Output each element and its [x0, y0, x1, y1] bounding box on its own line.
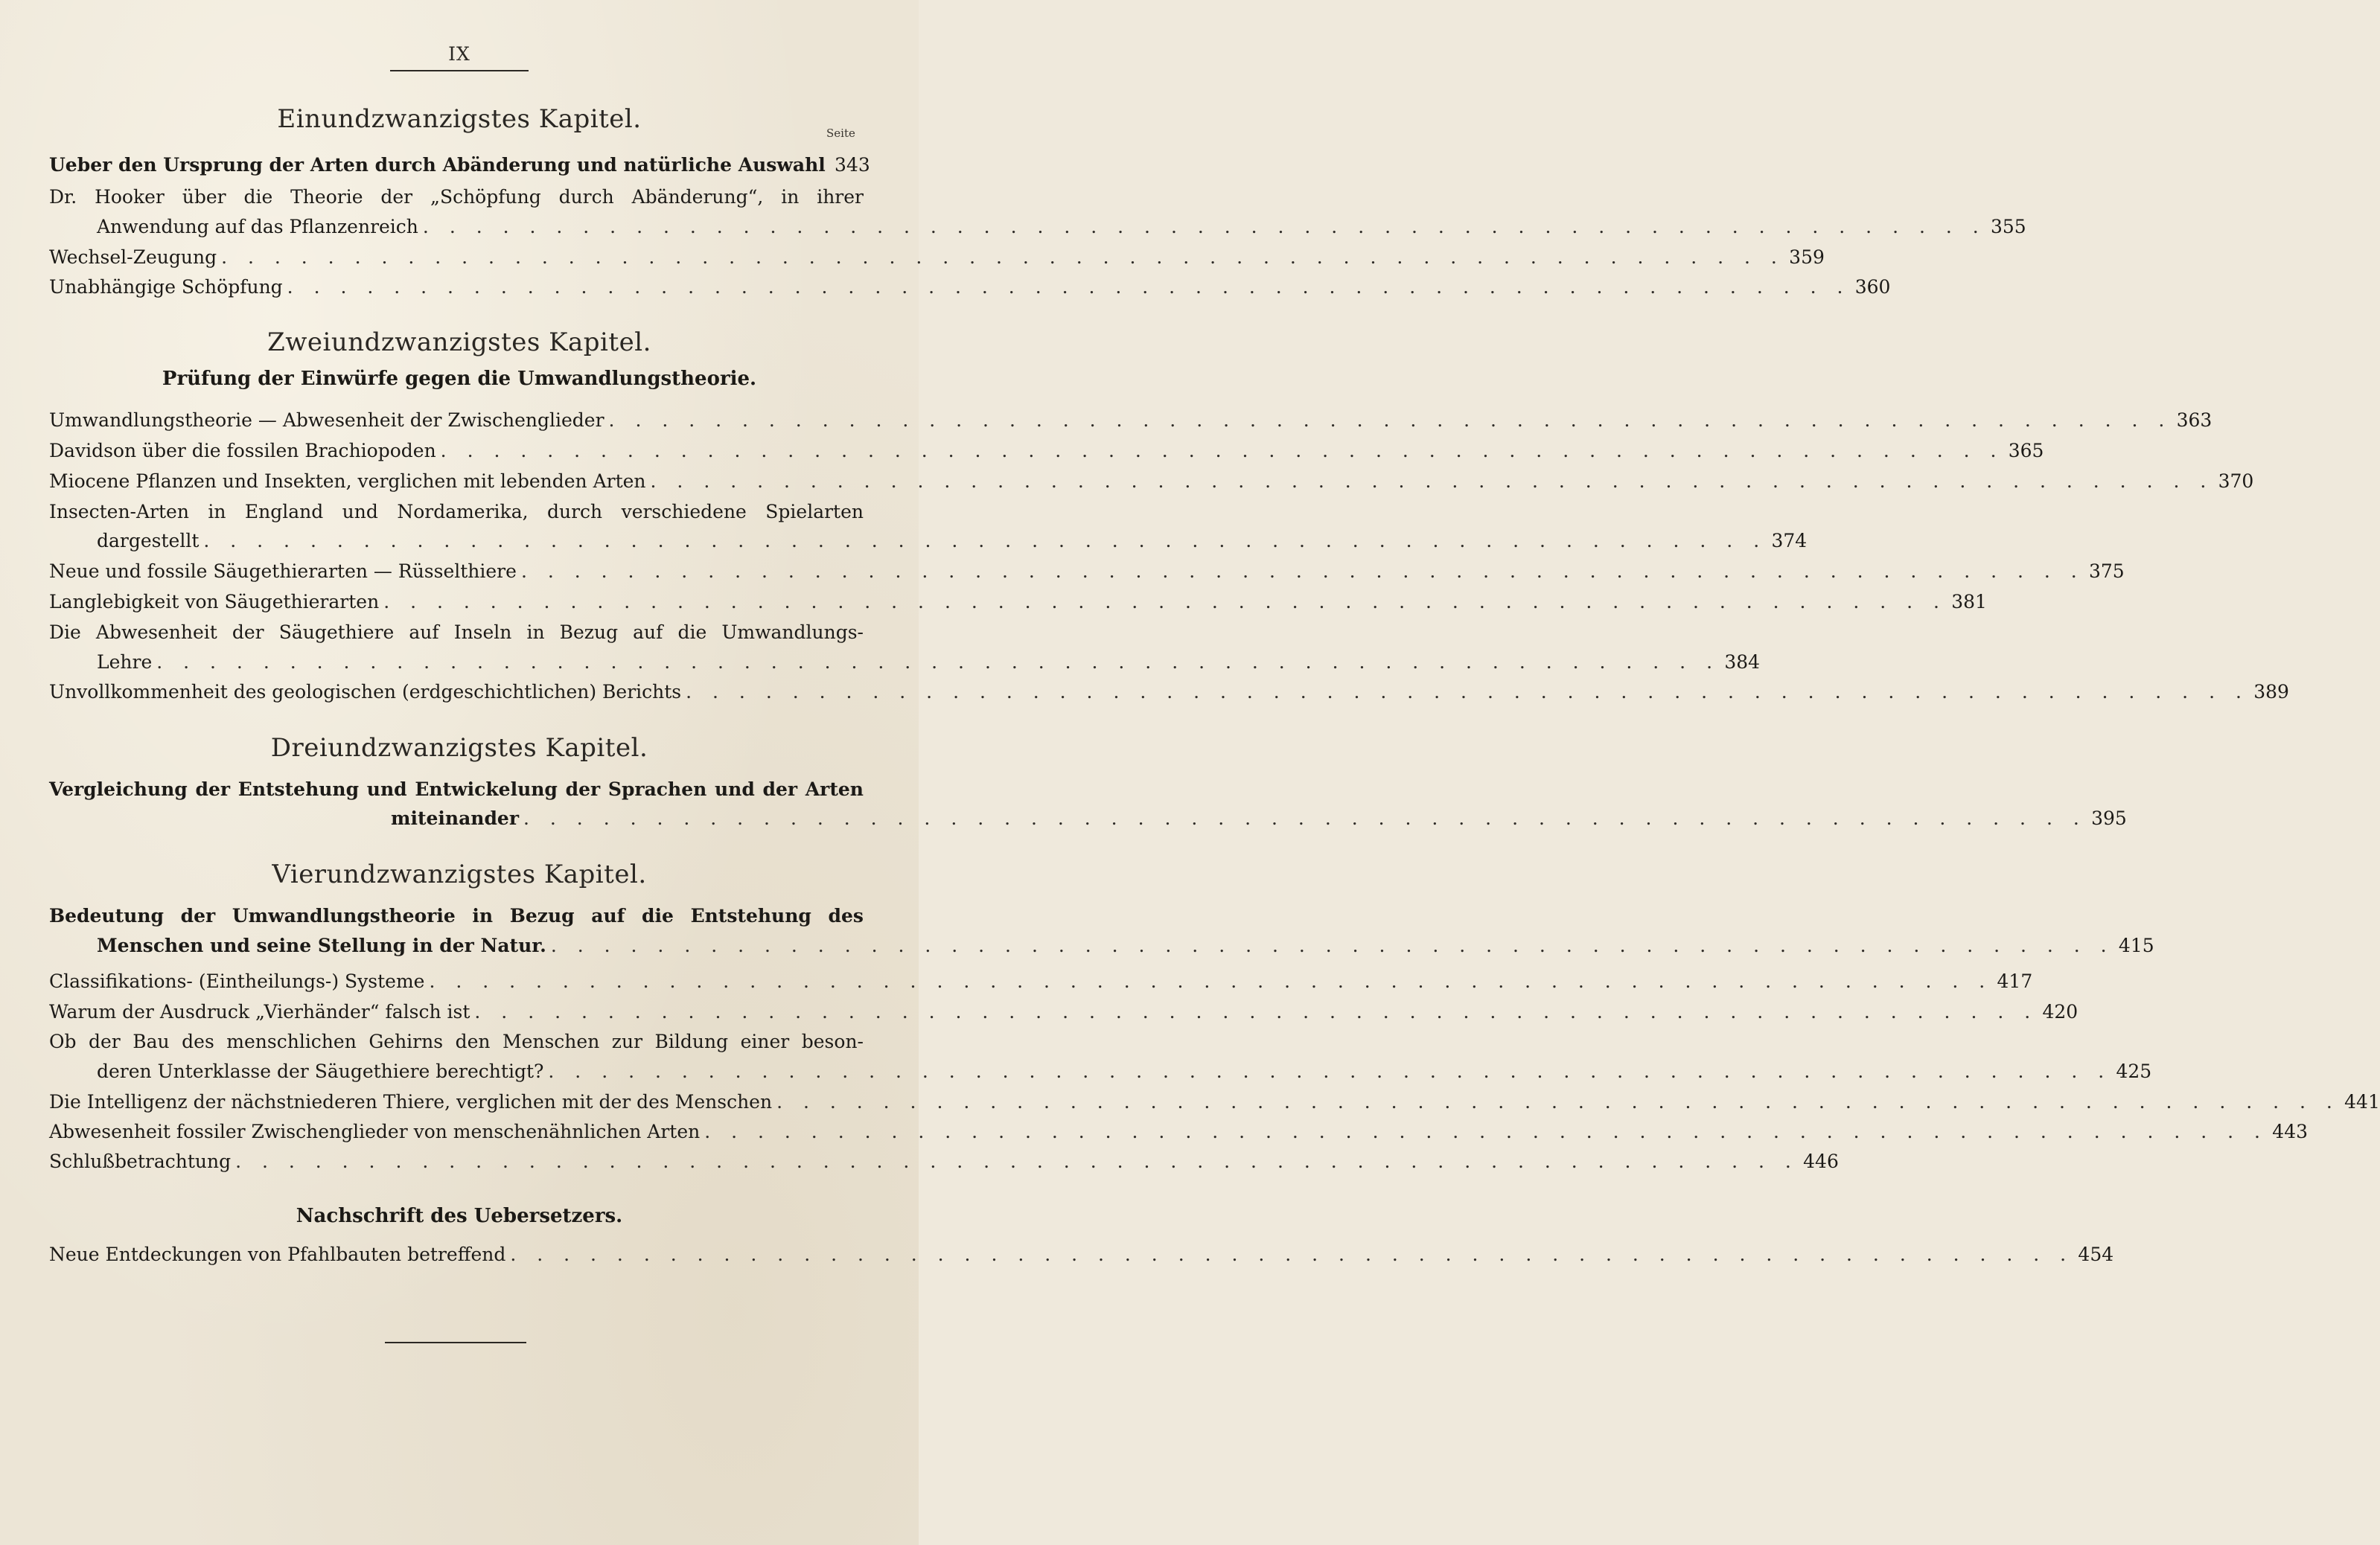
footer-rule	[385, 1342, 526, 1343]
leader-dots: . . . . . . . . . . . . . . . . . . . . . . . . . . . . . . . . . . . . . . . . . . . . . . . . . . . . . . . . . . .	[608, 409, 2172, 431]
toc-entry[interactable]	[49, 1087, 2380, 1117]
entry-text: Anwendung auf das Pflanzenreich	[97, 216, 418, 237]
toc-entry[interactable]	[49, 1117, 2309, 1147]
toc-entry[interactable]	[49, 587, 1987, 617]
leader-dots: . . . . . . . . . . . . . . . . . . . . . . . . . . . . . . . . . . . . . . . . . . . . . . . . . . . . . . . . . . .	[776, 1091, 2340, 1113]
toc-entry[interactable]	[49, 467, 2254, 496]
leader-dots: . . . . . . . . . . . . . . . . . . . . . . . . . . . . . . . . . . . . . . . . . . . . . . . . . . . . . . . . . . .	[235, 1151, 1799, 1172]
page-ref: 454	[2078, 1244, 2114, 1265]
page-number: IX	[448, 43, 470, 65]
entry-text: Unvollkommenheit des geologischen (erdgeschichtlichen) Berichts	[49, 681, 682, 703]
page-ref: 389	[2253, 681, 2289, 703]
page-ref: 374	[1771, 530, 1808, 551]
page-ref: 363	[2176, 409, 2212, 431]
toc-entry[interactable]	[97, 526, 1808, 556]
entry-text: Abwesenheit fossiler Zwischenglieder von menschenähnlichen Arten	[49, 1121, 701, 1142]
page-ref: 360	[1854, 276, 1891, 298]
entry-text: Die Intelligenz der nächstniederen Thiere, verglichen mit der des Menschen	[49, 1091, 773, 1113]
toc-entry-line[interactable]: Insecten-Arten in England und Nordamerika, durch verschiedene Spielarten	[49, 501, 864, 522]
toc-entry-line[interactable]: Ob der Bau des menschlichen Gehirns den Menschen zur Bildung einer beson-	[49, 1031, 864, 1052]
page-ref: 365	[2008, 440, 2044, 461]
leader-dots: . . . . . . . . . . . . . . . . . . . . . . . . . . . . . . . . . . . . . . . . . . . . . . . . . . . . . . . . . . .	[203, 530, 1767, 551]
seite-label: Seite	[826, 127, 855, 140]
toc-entry-line[interactable]: Dr. Hooker über die Theorie der „Schöpfung durch Abänderung“, in ihrer	[49, 186, 864, 208]
toc-entry[interactable]	[97, 931, 2154, 961]
entry-text: Neue und fossile Säugethierarten — Rüsselthiere	[49, 560, 517, 582]
page-ref: 441	[2344, 1091, 2380, 1113]
page-ref: 375	[2089, 560, 2125, 582]
toc-entry[interactable]	[49, 243, 1825, 272]
chapter-24-heading[interactable]: Bedeutung der Umwandlungstheorie in Bezug auf die Entstehung des	[49, 905, 864, 927]
toc-entry[interactable]	[97, 212, 2026, 242]
toc-entry[interactable]	[49, 1147, 1839, 1177]
entry-text: Classifikations- (Eintheilungs-) Systeme	[49, 970, 425, 992]
toc-entry[interactable]	[49, 272, 1891, 302]
page-ref: 343	[835, 154, 870, 176]
chapter-23-heading[interactable]: Vergleichung der Entstehung und Entwickelung der Sprachen und der Arten	[49, 778, 864, 800]
entry-text: Langlebigkeit von Säugethierarten	[49, 591, 380, 612]
leader-dots: . . . . . . . . . . . . . . . . . . . . . . . . . . . . . . . . . . . . . . . . . . . . . . . . . . . . . . . . . . .	[287, 276, 1851, 298]
toc-entry[interactable]	[49, 406, 2212, 435]
entry-text: Unabhängige Schöpfung	[49, 276, 283, 298]
page-ref: 395	[2091, 807, 2127, 829]
nachschrift-title: Nachschrift des Uebersetzers.	[296, 1205, 623, 1227]
entry-text: dargestellt	[97, 530, 200, 551]
toc-entry[interactable]	[97, 647, 1761, 677]
toc-entry[interactable]	[49, 557, 2125, 586]
entry-text: Neue Entdeckungen von Pfahlbauten betreffend	[49, 1244, 506, 1265]
toc-entry[interactable]	[49, 150, 870, 180]
chapter-23-title: Dreiundzwanzigstes Kapitel.	[270, 733, 648, 763]
toc-entry[interactable]	[391, 804, 2127, 834]
header-rule	[390, 70, 529, 71]
leader-dots: . . . . . . . . . . . . . . . . . . . . . . . . . . . . . . . . . . . . . . . . . . . . . . . . . . . . . . . . . . .	[429, 970, 1993, 992]
entry-text: Warum der Ausdruck „Vierhänder“ falsch ist	[49, 1001, 470, 1023]
entry-text: miteinander	[391, 807, 520, 829]
entry-text: Menschen und seine Stellung in der Natur.	[97, 935, 546, 956]
page-ref: 370	[2218, 470, 2254, 492]
leader-dots: . . . . . . . . . . . . . . . . . . . . . . . . . . . . . . . . . . . . . . . . . . . . . . . . . . . . . . . . . . .	[440, 440, 2004, 461]
toc-entry[interactable]	[49, 436, 2044, 466]
toc-entry[interactable]	[97, 1057, 2152, 1087]
entry-text: deren Unterklasse der Säugethiere berechtigt?	[97, 1061, 544, 1082]
entry-text: Wechsel-Zeugung	[49, 246, 217, 268]
page-ref: 446	[1803, 1151, 1839, 1172]
page-ref: 417	[1997, 970, 2033, 992]
chapter-21-heading: Ueber den Ursprung der Arten durch Abänderung und natürliche Auswahl	[49, 154, 826, 176]
toc-entry[interactable]	[49, 967, 2033, 997]
entry-text: Schlußbetrachtung	[49, 1151, 232, 1172]
leader-dots: . . . . . . . . . . . . . . . . . . . . . . . . . . . . . . . . . . . . . . . . . . . . . . . . . . . . . . . . . . .	[383, 591, 1947, 612]
leader-dots: . . . . . . . . . . . . . . . . . . . . . . . . . . . . . . . . . . . . . . . . . . . . . . . . . . . . . . . . . . .	[550, 935, 2114, 956]
leader-dots: . . . . . . . . . . . . . . . . . . . . . . . . . . . . . . . . . . . . . . . . . . . . . . . . . . . . . . . . . . .	[221, 246, 1784, 268]
leader-dots: . . . . . . . . . . . . . . . . . . . . . . . . . . . . . . . . . . . . . . . . . . . . . . . . . . . . . . . . . . .	[474, 1001, 2038, 1023]
page-ref: 415	[2118, 935, 2154, 956]
entry-text: Lehre	[97, 651, 153, 673]
entry-text: Miocene Pflanzen und Insekten, verglichen mit lebenden Arten	[49, 470, 646, 492]
toc-entry[interactable]	[49, 677, 2289, 707]
leader-dots: . . . . . . . . . . . . . . . . . . . . . . . . . . . . . . . . . . . . . . . . . . . . . . . . . . . . . . . . . . .	[650, 470, 2214, 492]
chapter-22-title: Zweiundzwanzigstes Kapitel.	[267, 327, 651, 357]
leader-dots: . . . . . . . . . . . . . . . . . . . . . . . . . . . . . . . . . . . . . . . . . . . . . . . . . . . . . . . . . . .	[510, 1244, 2074, 1265]
page-ref: 420	[2042, 1001, 2078, 1023]
page-ref: 359	[1789, 246, 1825, 268]
leader-dots: . . . . . . . . . . . . . . . . . . . . . . . . . . . . . . . . . . . . . . . . . . . . . . . . . . . . . . . . . . .	[523, 807, 2087, 829]
toc-entry[interactable]	[49, 997, 2078, 1027]
chapter-24-title: Vierundzwanzigstes Kapitel.	[272, 860, 647, 889]
page-ref: 384	[1724, 651, 1761, 673]
entry-text: Davidson über die fossilen Brachiopoden	[49, 440, 436, 461]
leader-dots: . . . . . . . . . . . . . . . . . . . . . . . . . . . . . . . . . . . . . . . . . . . . . . . . . . . . . . . . . . .	[520, 560, 2084, 582]
chapter-22-subtitle: Prüfung der Einwürfe gegen die Umwandlungstheorie.	[162, 368, 757, 390]
leader-dots: . . . . . . . . . . . . . . . . . . . . . . . . . . . . . . . . . . . . . . . . . . . . . . . . . . . . . . . . . . .	[422, 216, 1986, 237]
leader-dots: . . . . . . . . . . . . . . . . . . . . . . . . . . . . . . . . . . . . . . . . . . . . . . . . . . . . . . . . . . .	[686, 681, 2249, 703]
page-ref: 355	[1990, 216, 2026, 237]
page-ref: 443	[2272, 1121, 2309, 1142]
leader-dots: . . . . . . . . . . . . . . . . . . . . . . . . . . . . . . . . . . . . . . . . . . . . . . . . . . . . . . . . . . .	[156, 651, 1720, 673]
page-ref: 381	[1951, 591, 1987, 612]
toc-entry-line[interactable]: Die Abwesenheit der Säugethiere auf Inseln in Bezug auf die Umwandlungs-	[49, 621, 864, 643]
entry-text: Umwandlungstheorie — Abwesenheit der Zwischenglieder	[49, 409, 604, 431]
leader-dots: . . . . . . . . . . . . . . . . . . . . . . . . . . . . . . . . . . . . . . . . . . . . . . . . . . . . . . . . . . .	[704, 1121, 2268, 1142]
page-ref: 425	[2116, 1061, 2152, 1082]
chapter-21-title: Einundzwanzigstes Kapitel.	[277, 104, 642, 134]
leader-dots: . . . . . . . . . . . . . . . . . . . . . . . . . . . . . . . . . . . . . . . . . . . . . . . . . . . . . . . . . . .	[548, 1061, 2112, 1082]
toc-entry[interactable]	[49, 1240, 2114, 1270]
